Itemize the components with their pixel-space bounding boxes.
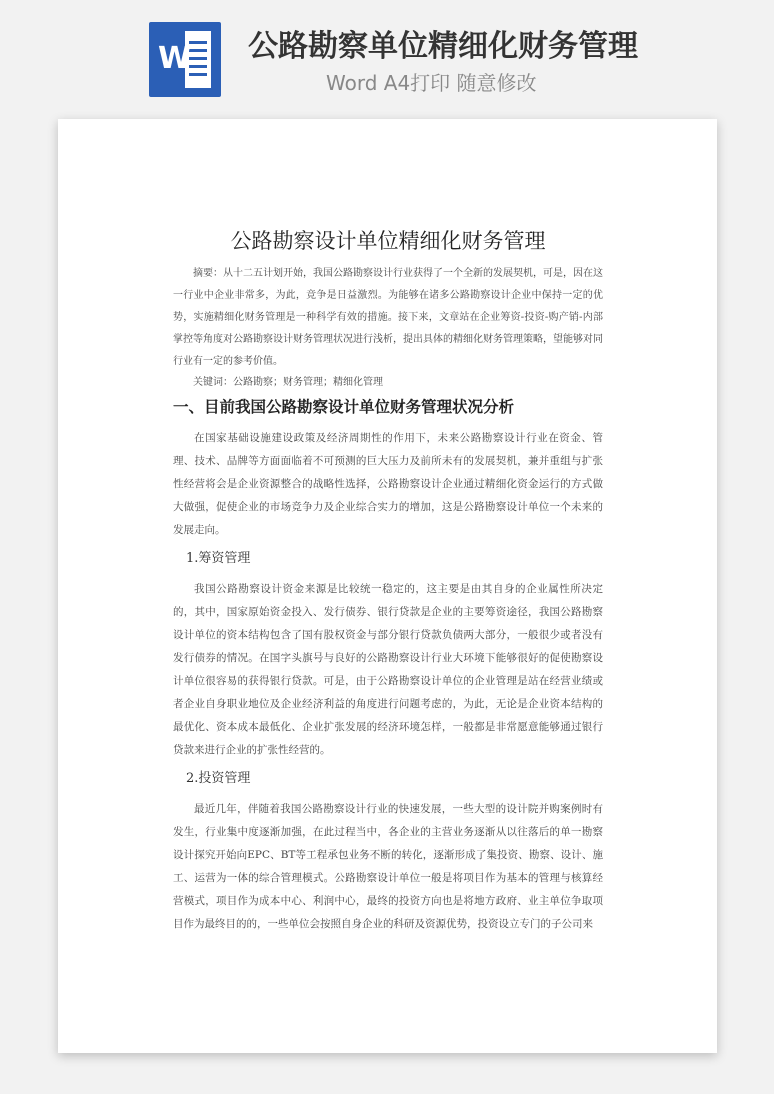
keywords-line: 关键词：公路勘察；财务管理；精细化管理 [193, 377, 383, 388]
header-subtitle: Word A4打印 随意修改 [326, 71, 537, 95]
section-1-heading: 一、目前我国公路勘察设计单位财务管理状况分析 [173, 398, 515, 416]
word-logo-icon [149, 22, 221, 97]
section-1-paragraph: 在国家基础设施建设政策及经济周期性的作用下，未来公路勘察设计行业在资金、管理、技术、品牌等方面面临着不可预测的巨大压力及前所未有的发展契机，兼并重组与扩张性经营将会是企业资源整合的战略性选择，公路勘察设计企业通过精细化资金运行的方式做大做强，促使企业的市场竞争力及企业综合实力的增加，这是公路勘察设计单位一个未来的发展走向。 [173, 432, 603, 536]
abstract-paragraph: 摘要：从十二五计划开始，我国公路勘察设计行业获得了一个全新的发展契机，可是，因在这一行业中企业非常多，为此，竞争是日益激烈。为能够在诸多公路勘察设计企业中保持一定的优势，实施精细化财务管理是一种科学有效的措施。接下来，文章站在企业筹资-投资-购产销-内部掌控等角度对公路勘察设计财务管理状况进行浅析，提出具体的精细化财务管理策略，望能够对同行业有一定的参考价值。 [173, 268, 603, 367]
document-title: 公路勘察设计单位精细化财务管理 [230, 229, 546, 253]
subsection-2-heading: 2.投资管理 [186, 771, 251, 786]
subsection-2-paragraph: 最近几年，伴随着我国公路勘察设计行业的快速发展，一些大型的设计院并购案例时有发生，行业集中度逐渐加强，在此过程当中，各企业的主营业务逐渐从以往落后的单一勘察设计探究开始向EPC、BT等工程承包业务不断的转化，逐渐形成了集投资、勘察、设计、施工、运营为一体的综合管理模式。公路勘察设计单位一般是将项目作为基本的管理与核算经营模式，项目作为成本中心、利润中心，最终的投资方向也是将地方政府、业主单位争取项目作为最终目的的，一些单位会按照自身企业的科研及资源优势，投资设立专门的子公司来 [173, 803, 603, 930]
header [0, 0, 774, 110]
header-title: 公路勘察单位精细化财务管理 [248, 29, 638, 64]
document-page [58, 119, 717, 1053]
subsection-1-heading: 1.筹资管理 [186, 551, 251, 566]
word-logo-letter: W [158, 41, 192, 76]
subsection-1-paragraph: 我国公路勘察设计资金来源是比较统一稳定的，这主要是由其自身的企业属性所决定的，其中，国家原始资金投入、发行债券、银行贷款是企业的主要筹资途径，我国公路勘察设计单位的资本结构包含了国有股权资金与部分银行贷款负债两大部分，一般很少或者没有发行债券的情况。在国字头旗号与良好的公路勘察设计行业大环境下能够很好的促使勘察设计单位很容易的获得银行贷款。可是，由于公路勘察设计单位的企业管理是站在经营业绩或者企业自身职业地位及企业经济利益的角度进行问题考虑的，为此，无论是企业资本结构的最优化、资本成本最低化、企业扩张发展的经济环境怎样，一般都是非常愿意能够通过银行贷款来进行企业的扩张性经营的。 [173, 583, 603, 756]
document-content [173, 227, 603, 936]
